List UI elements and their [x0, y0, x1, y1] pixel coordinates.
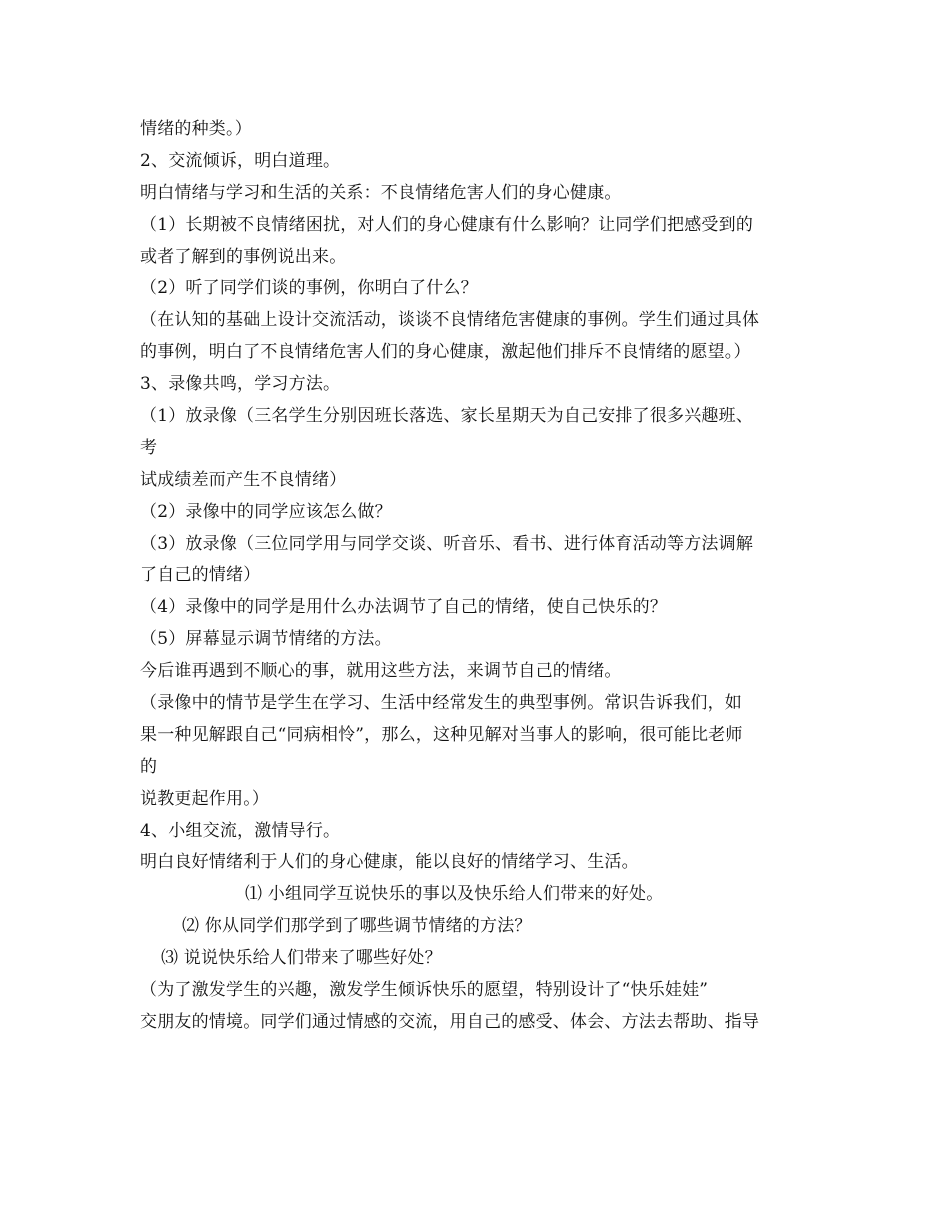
list-item: ⑶ 说说快乐给人们带来了哪些好处？	[161, 948, 442, 969]
text-line: 果一种见解跟自己“同病相怜”，那么，这种见解对当事人的影响，很可能比老师	[140, 724, 743, 745]
text-line: 考	[140, 437, 158, 458]
text-line: 明白良好情绪利于人们的身心健康，能以良好的情绪学习、生活。	[140, 852, 639, 873]
text-line: （2）录像中的同学应该怎么做？	[140, 501, 392, 522]
text-line: 或者了解到的事例说出来。	[140, 246, 347, 267]
text-line: （3）放录像（三位同学用与同学交谈、听音乐、看书、进行体育活动等方法调解	[140, 533, 754, 554]
text-line: （2）听了同学们谈的事例，你明白了什么？	[140, 278, 478, 299]
text-line: 试成绩差而产生不良情绪）	[140, 469, 347, 490]
text-line: （在认知的基础上设计交流活动，谈谈不良情绪危害健康的事例。学生们通过具体	[140, 310, 760, 331]
document-body	[140, 114, 820, 1039]
text-line: 交朋友的情境。同学们通过情感的交流，用自己的感受、体会、方法去帮助、指导	[140, 1011, 760, 1032]
text-line: （为了激发学生的兴趣，激发学生倾诉快乐的愿望，特别设计了“快乐娃娃”	[140, 980, 709, 1001]
section-heading: 4、小组交流，激情导行。	[140, 820, 341, 841]
text-line: （4）录像中的同学是用什么办法调节了自己的情绪，使自己快乐的？	[140, 597, 668, 618]
text-line: 说教更起作用。）	[140, 788, 270, 809]
text-line: （1）长期被不良情绪困扰，对人们的身心健康有什么影响？让同学们把感受到的	[140, 214, 754, 235]
section-heading: 2、交流倾诉，明白道理。	[140, 150, 341, 171]
list-item: ⑵ 你从同学们那学到了哪些调节情绪的方法？	[182, 916, 532, 937]
text-line: （5）屏幕显示调节情绪的方法。	[140, 629, 392, 650]
text-line: 的事例，明白了不良情绪危害人们的身心健康，激起他们排斥不良情绪的愿望。）	[140, 342, 751, 363]
text-line: 今后谁再遇到不顺心的事，就用这些方法，来调节自己的情绪。	[140, 661, 622, 682]
list-item: ⑴ 小组同学互说快乐的事以及快乐给人们带来的好处。	[245, 884, 664, 905]
text-line: （1）放录像（三名学生分别因班长落选、家长星期天为自己安排了很多兴趣班、	[140, 406, 754, 427]
section-heading: 3、录像共鸣，学习方法。	[140, 374, 341, 395]
text-line: （录像中的情节是学生在学习、生活中经常发生的典型事例。常识告诉我们，如	[140, 693, 742, 714]
text-line: 的	[140, 756, 158, 777]
text-line: 明白情绪与学习和生活的关系：不良情绪危害人们的身心健康。	[140, 182, 622, 203]
text-line: 情绪的种类。）	[140, 119, 252, 139]
text-line: 了自己的情绪）	[140, 565, 261, 586]
